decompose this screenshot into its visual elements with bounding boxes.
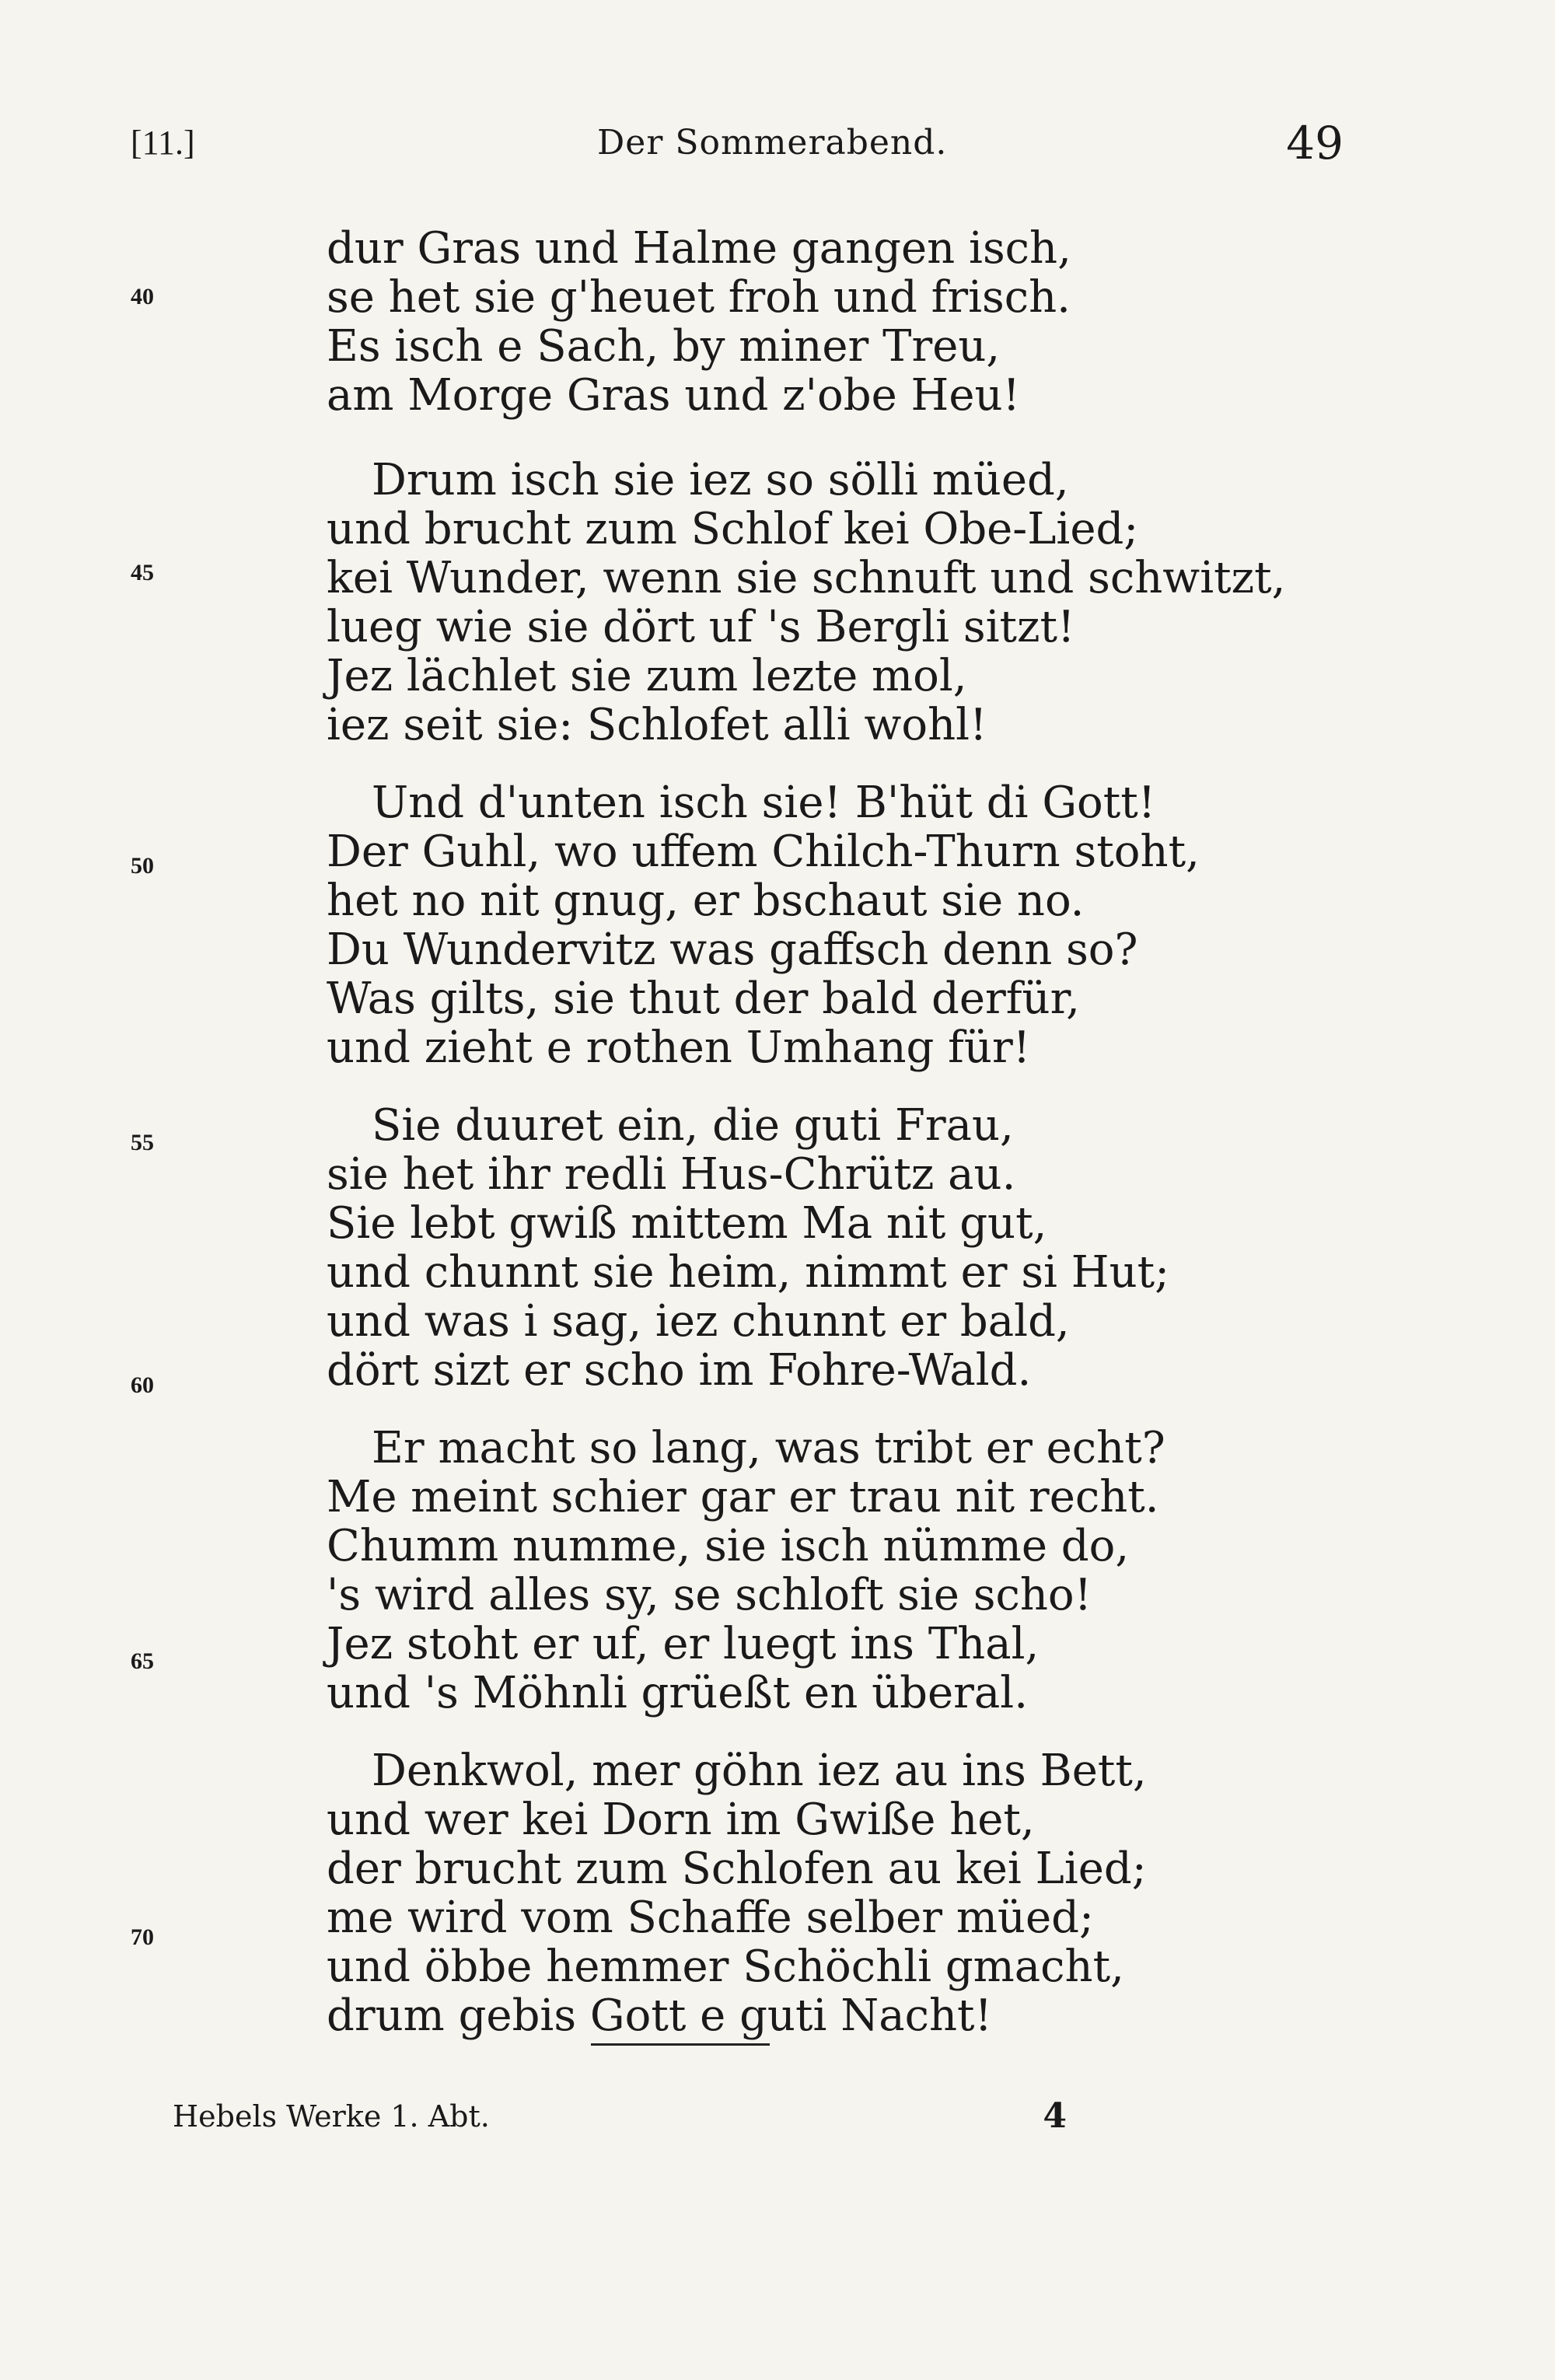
running-title: Der Sommerabend. xyxy=(597,123,948,163)
poem-line: Denkwol, mer göhn iez au ins Bett, xyxy=(372,1746,1147,1796)
poem-line: Chumm numme, sie isch nümme do, xyxy=(327,1521,1130,1571)
poem-line: Du Wundervitz was gaffsch denn so? xyxy=(327,924,1138,975)
poem-line: und 's Möhnli grüeßt en überal. xyxy=(327,1668,1028,1718)
poem-line: der brucht zum Schlofen au kei Lied; xyxy=(327,1844,1147,1894)
poem-line: dört sizt er scho im Fohre-Wald. xyxy=(327,1345,1032,1396)
line-number: 55 xyxy=(131,1130,154,1155)
poem-line: Jez lächlet sie zum lezte mol, xyxy=(327,651,967,701)
poem-line: Es isch e Sach, by miner Treu, xyxy=(327,321,1001,372)
line-number: 60 xyxy=(131,1372,154,1398)
poem-line: Sie lebt gwiß mittem Ma nit gut, xyxy=(327,1198,1047,1249)
section-number: [11.] xyxy=(131,124,195,162)
poem-line: und zieht e rothen Umhang für! xyxy=(327,1022,1031,1073)
poem-line: und öbbe hemmer Schöchli gmacht, xyxy=(327,1941,1124,1992)
poem-line: kei Wunder, wenn sie schnuft und schwitzt, xyxy=(327,553,1286,603)
poem-line: dur Gras und Halme gangen isch, xyxy=(327,223,1071,274)
poem-line: Der Guhl, wo uffem Chilch-Thurn stoht, xyxy=(327,827,1200,877)
poem-line: und brucht zum Schlof kei Obe-Lied; xyxy=(327,504,1139,554)
poem-line: Er macht so lang, was tribt er echt? xyxy=(372,1423,1165,1473)
poem-line: Drum isch sie iez so sölli müed, xyxy=(372,455,1069,505)
poem-line: Und d'unten isch sie! B'hüt di Gott! xyxy=(372,778,1156,828)
line-number: 50 xyxy=(131,853,154,879)
poem-line: und was i sag, iez chunnt er bald, xyxy=(327,1296,1070,1347)
poem-line: iez seit sie: Schlofet alli wohl! xyxy=(327,700,987,750)
poem-line: drum gebis Gott e guti Nacht! xyxy=(327,1990,993,2041)
sheet-number: 4 xyxy=(1043,2096,1067,2136)
line-number: 45 xyxy=(131,560,154,585)
poem-line: me wird vom Schaffe selber müed; xyxy=(327,1892,1094,1943)
line-number: 40 xyxy=(131,284,154,309)
line-number: 70 xyxy=(131,1924,154,1950)
poem-line: Jez stoht er uf, er luegt ins Thal, xyxy=(327,1619,1040,1669)
poem-line: het no nit gnug, er bschaut sie no. xyxy=(327,875,1085,926)
poem-line: se het sie g'heuet froh und frisch. xyxy=(327,272,1071,323)
poem-line: Me meint schier gar er trau nit recht. xyxy=(327,1472,1159,1522)
poem-line: und wer kei Dorn im Gwiße het, xyxy=(327,1795,1035,1845)
poem-line: und chunnt sie heim, nimmt er si Hut; xyxy=(327,1247,1170,1298)
running-header xyxy=(131,117,1344,179)
line-number: 65 xyxy=(131,1648,154,1674)
page-footer xyxy=(173,2096,1067,2146)
poem-line: 's wird alles sy, se schloft sie scho! xyxy=(327,1570,1092,1620)
page-number: 49 xyxy=(1286,117,1344,170)
footnote-rule xyxy=(591,2043,770,2046)
poem-line: sie het ihr redli Hus-Chrütz au. xyxy=(327,1149,1016,1200)
poem-line: am Morge Gras und z'obe Heu! xyxy=(327,370,1021,421)
poem-line: Was gilts, sie thut der bald derfür, xyxy=(327,973,1080,1024)
signature-mark: Hebels Werke 1. Abt. xyxy=(173,2099,490,2134)
poem-line: Sie duuret ein, die guti Frau, xyxy=(372,1100,1014,1151)
poem-line: lueg wie sie dört uf 's Bergli sitzt! xyxy=(327,602,1075,652)
